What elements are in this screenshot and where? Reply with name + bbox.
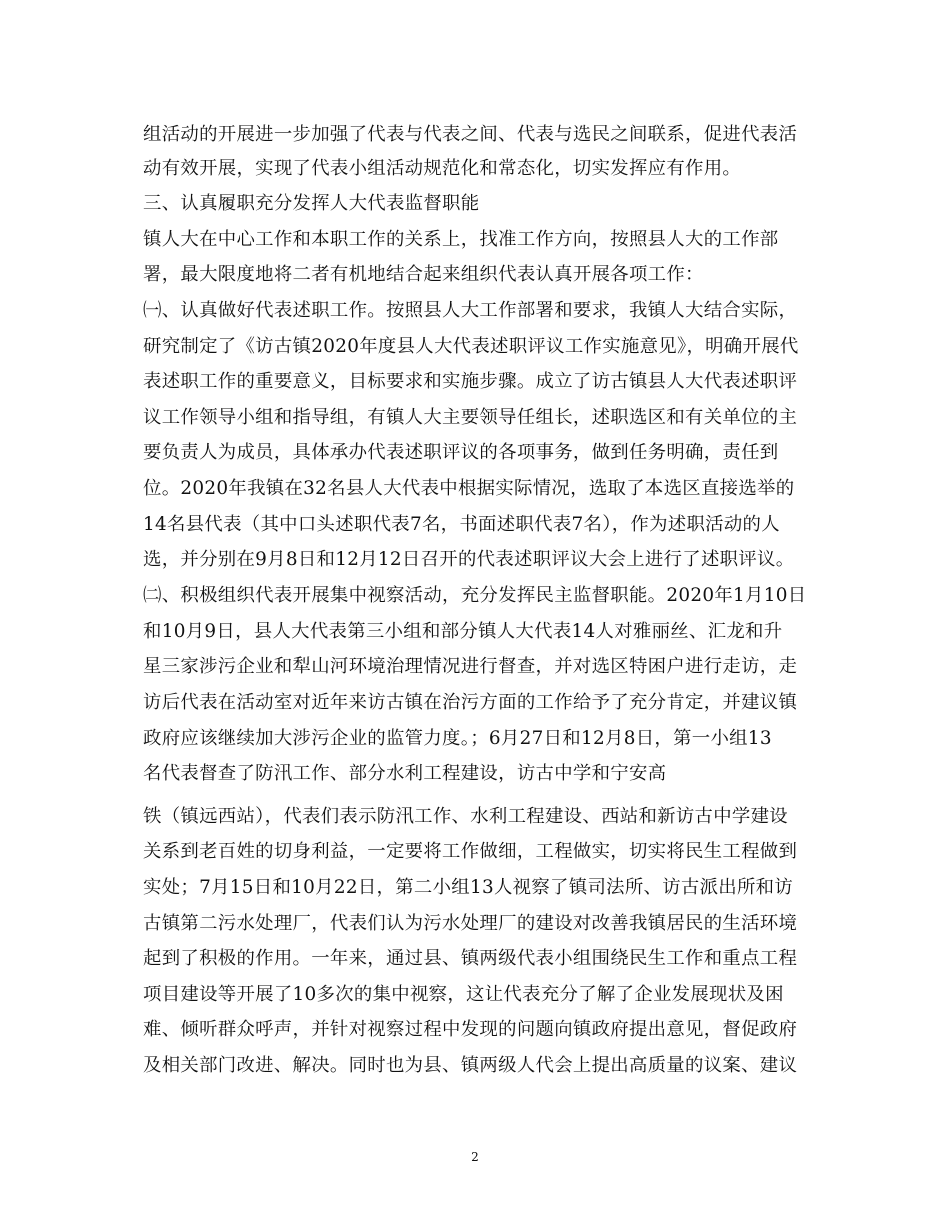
text-line: 署，最大限度地将二者有机地结合起来组织代表认真开展各项工作： [143, 264, 704, 285]
text-line: 和10月9日，县人大代表第三小组和部分镇人大代表14人对雅丽丝、汇龙和升 [143, 621, 783, 642]
text-line: 关系到老百姓的切身利益，一定要将工作做细，工程做实，切实将民生工程做到 [143, 841, 798, 862]
page-number: 2 [471, 1150, 479, 1164]
text-line: 议工作领导小组和指导组，有镇人大主要领导任组长，述职选区和有关单位的主 [143, 407, 798, 428]
text-line: 铁（镇远西站），代表们表示防汛工作、水利工程建设、西站和新访古中学建设 [143, 806, 788, 827]
text-line: 选，并分别在9月8日和12月12日召开的代表述职评议大会上进行了述职评议。 [143, 549, 795, 570]
text-line: 镇人大在中心工作和本职工作的关系上，找准工作方向，按照县人大的工作部 [143, 229, 779, 250]
text-line: 政府应该继续加大涉污企业的监管力度。；6月27日和12月8日，第一小组13 [143, 728, 772, 749]
text-line: 表述职工作的重要意义，目标要求和实施步骤。成立了访古镇县人大代表述职评 [143, 371, 798, 392]
text-line: 实处；7月15日和10月22日，第二小组13人视察了镇司法所、访古派出所和访 [143, 877, 794, 898]
text-line: 14名县代表（其中口头述职代表7名，书面述职代表7名），作为述职活动的人 [143, 514, 780, 535]
text-line: 起到了积极的作用。一年来，通过县、镇两级代表小组围绕民生工作和重点工程 [143, 948, 798, 969]
text-line: 及相关部门改进、解决。同时也为县、镇两级人代会上提出高质量的议案、建议 [143, 1055, 798, 1076]
text-line: 组活动的开展进一步加强了代表与代表之间、代表与选民之间联系，促进代表活 [143, 124, 798, 145]
text-line: ㈡、积极组织代表开展集中视察活动，充分发挥民主监督职能。2020年1月10日 [143, 585, 807, 606]
text-line: 项目建设等开展了10多次的集中视察，这让代表充分了解了企业发展现状及困 [143, 984, 784, 1005]
text-line: 访后代表在活动室对近年来访古镇在治污方面的工作给予了充分肯定，并建议镇 [143, 692, 798, 713]
text-line: 古镇第二污水处理厂，代表们认为污水处理厂的建设对改善我镇居民的生活环境 [143, 913, 798, 934]
text-line: 难、倾听群众呼声，并针对视察过程中发现的问题向镇政府提出意见，督促政府 [143, 1019, 798, 1040]
text-line: ㈠、认真做好代表述职工作。按照县人大工作部署和要求，我镇人大结合实际， [143, 300, 798, 321]
text-line: 名代表督查了防汛工作、部分水利工程建设，访古中学和宁安高 [143, 763, 667, 784]
text-line: 研究制定了《访古镇2020年度县人大代表述职评议工作实施意见》，明确开展代 [143, 336, 799, 357]
section-heading: 三、认真履职充分发挥人大代表监督职能 [143, 193, 480, 214]
text-line: 要负责人为成员，具体承办代表述职评议的各项事务，做到任务明确，责任到 [143, 442, 779, 463]
text-line: 位。2020年我镇在32名县人大代表中根据实际情况，选取了本选区直接选举的 [143, 478, 795, 499]
text-line: 动有效开展，实现了代表小组活动规范化和常态化，切实发挥应有作用。 [143, 158, 742, 179]
text-line: 星三家涉污企业和犁山河环境治理情况进行督查，并对选区特困户进行走访，走 [143, 656, 798, 677]
